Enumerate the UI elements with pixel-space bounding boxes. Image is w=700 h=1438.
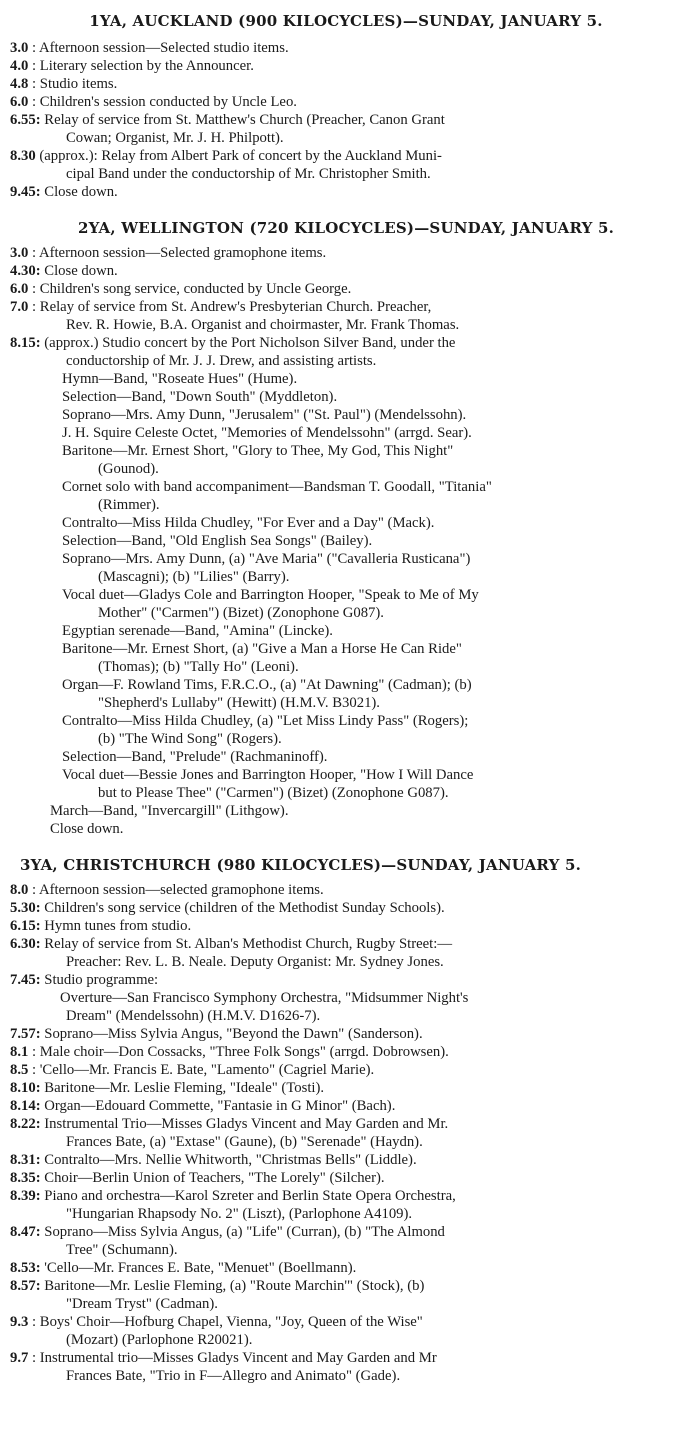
entry-time: 8.39: [10, 1188, 41, 1204]
programme-entry [10, 183, 682, 201]
entry-text: Hymn tunes from studio. [44, 918, 192, 934]
programme-item: Contralto—Miss Hilda Chudley, "For Ever and a Day" (Mack). [62, 515, 435, 531]
programme-entry [10, 39, 682, 57]
entry-time: 6.0 [10, 94, 29, 110]
programme-item: Hymn—Band, "Roseate Hues" (Hume). [62, 371, 298, 387]
entry-time: 9.3 [10, 1314, 29, 1330]
entry-text: 'Cello—Mr. Frances E. Bate, "Menuet" (Boellmann). [44, 1260, 357, 1276]
programme-item: Selection—Band, "Old English Sea Songs" (Bailey). [62, 533, 373, 549]
entry-time: 8.22: [10, 1116, 41, 1132]
entry-text: Soprano—Miss Sylvia Angus, (a) "Life" (Curran), (b) "The Almond [44, 1224, 445, 1240]
entry-continuation: "Dream Tryst" (Cadman). [66, 1296, 218, 1312]
entry-continuation: Frances Bate, (a) "Extase" (Gaune), (b) "Serenade" (Haydn). [66, 1134, 423, 1150]
entry-text: Contralto—Mrs. Nellie Whitworth, "Christmas Bells" (Liddle). [44, 1152, 417, 1168]
programme-entry [10, 881, 682, 899]
entry-time: 3.0 [10, 40, 29, 56]
entry-time: 4.0 [10, 58, 29, 74]
programme-entry [10, 1169, 682, 1187]
programme-entry [10, 334, 682, 352]
entry-text: : 'Cello—Mr. Francis E. Bate, "Lamento" (Cagriel Marie). [32, 1062, 375, 1078]
programme-entry [10, 1061, 682, 1079]
entry-time: 8.35: [10, 1170, 41, 1186]
programme-entry [10, 935, 682, 953]
entry-continuation: Dream" (Mendelssohn) (H.M.V. D1626-7). [66, 1008, 321, 1024]
programme-item: J. H. Squire Celeste Octet, "Memories of Mendelssohn" (arrgd. Sear). [62, 425, 472, 441]
programme-entry [10, 1277, 682, 1295]
programme-entry [10, 1349, 682, 1367]
programme-item-continuation: (Thomas); (b) "Tally Ho" (Leoni). [98, 659, 299, 675]
programme-item: Close down. [50, 821, 124, 837]
entry-text: : Children's song service, conducted by Uncle George. [32, 281, 352, 297]
entry-text: Close down. [44, 184, 118, 200]
section-3ya-christchurch [10, 854, 682, 1385]
programme-entry [10, 244, 682, 262]
programme-item: Contralto—Miss Hilda Chudley, (a) "Let Miss Lindy Pass" (Rogers); [62, 713, 469, 729]
programme-item: Egyptian serenade—Band, "Amina" (Lincke). [62, 623, 333, 639]
entry-time: 4.30: [10, 263, 41, 279]
radio-programme-page [10, 0, 682, 1385]
entry-continuation: "Hungarian Rhapsody No. 2" (Liszt), (Parlophone A4109). [66, 1206, 413, 1222]
entry-time: 4.8 [10, 76, 29, 92]
entry-text: : Children's session conducted by Uncle Leo. [32, 94, 297, 110]
programme-item: Selection—Band, "Prelude" (Rachmaninoff). [62, 749, 328, 765]
entry-text: : Literary selection by the Announcer. [32, 58, 254, 74]
programme-entry [10, 1025, 682, 1043]
section-1ya-auckland [10, 10, 682, 201]
entry-time: 6.0 [10, 281, 29, 297]
programme-item: Overture—San Francisco Symphony Orchestra, "Midsummer Night's [60, 990, 469, 1006]
entry-time: 8.30 [10, 148, 36, 164]
section-2ya-wellington [10, 217, 682, 838]
programme-item: Vocal duet—Gladys Cole and Barrington Hooper, "Speak to Me of My [62, 587, 479, 603]
entry-text: Relay of service from St. Alban's Methodist Church, Rugby Street:— [44, 936, 453, 952]
entry-time: 9.7 [10, 1350, 29, 1366]
programme-item-continuation: Mother" ("Carmen") (Bizet) (Zonophone G087). [98, 605, 384, 621]
entry-continuation: Tree" (Schumann). [66, 1242, 178, 1258]
section-heading: 2YA, WELLINGTON (720 KILOCYCLES)—SUNDAY, JANUARY 5. [77, 219, 615, 237]
programme-entry [10, 1151, 682, 1169]
entry-time: 8.0 [10, 882, 29, 898]
entry-text: : Male choir—Don Cossacks, "Three Folk Songs" (arrgd. Dobrowsen). [32, 1044, 449, 1060]
programme-entry [10, 280, 682, 298]
entry-text: : Boys' Choir—Hofburg Chapel, Vienna, "Joy, Queen of the Wise" [32, 1314, 423, 1330]
entry-time: 8.5 [10, 1062, 29, 1078]
entry-continuation: Cowan; Organist, Mr. J. H. Philpott). [66, 130, 284, 146]
entry-time: 8.31: [10, 1152, 41, 1168]
programme-entry [10, 298, 682, 316]
programme-entry [10, 1187, 682, 1205]
section-heading: 1YA, AUCKLAND (900 KILOCYCLES)—SUNDAY, JANUARY 5. [89, 12, 603, 30]
entry-text: : Relay of service from St. Andrew's Presbyterian Church. Preacher, [32, 299, 432, 315]
programme-item: Vocal duet—Bessie Jones and Barrington Hooper, "How I Will Dance [62, 767, 474, 783]
programme-item-continuation: (Mascagni); (b) "Lilies" (Barry). [98, 569, 290, 585]
programme-item: Soprano—Mrs. Amy Dunn, (a) "Ave Maria" ("Cavalleria Rusticana") [62, 551, 471, 567]
entry-text: Organ—Edouard Commette, "Fantasie in G Minor" (Bach). [44, 1098, 396, 1114]
entry-time: 5.30: [10, 900, 41, 916]
entry-time: 8.10: [10, 1080, 41, 1096]
entry-text: : Studio items. [32, 76, 118, 92]
entry-time: 6.15: [10, 918, 41, 934]
programme-entry [10, 147, 682, 165]
entry-continuation: cipal Band under the conductorship of Mr. Christopher Smith. [66, 166, 431, 182]
entry-time: 8.1 [10, 1044, 29, 1060]
programme-item: Cornet solo with band accompaniment—Bandsman T. Goodall, "Titania" [62, 479, 492, 495]
entry-time: 8.53: [10, 1260, 41, 1276]
entry-text: Choir—Berlin Union of Teachers, "The Lorely" (Silcher). [44, 1170, 385, 1186]
programme-item: March—Band, "Invercargill" (Lithgow). [50, 803, 289, 819]
entry-time: 6.30: [10, 936, 41, 952]
entry-time: 6.55: [10, 112, 41, 128]
programme-entry [10, 1313, 682, 1331]
programme-entry [10, 1043, 682, 1061]
programme-entry [10, 93, 682, 111]
entry-continuation: Rev. R. Howie, B.A. Organist and choirmaster, Mr. Frank Thomas. [66, 317, 460, 333]
entry-text: : Afternoon session—selected gramophone items. [32, 882, 324, 898]
programme-item: Soprano—Mrs. Amy Dunn, "Jerusalem" ("St. Paul") (Mendelssohn). [62, 407, 467, 423]
programme-entry [10, 111, 682, 129]
programme-entry [10, 57, 682, 75]
programme-entry [10, 75, 682, 93]
programme-item-continuation: (Gounod). [98, 461, 159, 477]
programme-item: Baritone—Mr. Ernest Short, "Glory to Thee, My God, This Night" [62, 443, 454, 459]
programme-item-continuation: (Rimmer). [98, 497, 160, 513]
programme-item: Selection—Band, "Down South" (Myddleton). [62, 389, 338, 405]
entry-time: 3.0 [10, 245, 29, 261]
programme-entry [10, 1097, 682, 1115]
entry-time: 9.45: [10, 184, 41, 200]
programme-item-list [10, 370, 682, 802]
entry-text: Baritone—Mr. Leslie Fleming, "Ideale" (Tosti). [44, 1080, 325, 1096]
programme-entry [10, 1115, 682, 1133]
programme-entry [10, 917, 682, 935]
entry-text: Piano and orchestra—Karol Szreter and Berlin State Opera Orchestra, [44, 1188, 456, 1204]
entry-continuation: conductorship of Mr. J. J. Drew, and assisting artists. [66, 353, 377, 369]
entry-text: Close down. [44, 263, 118, 279]
entry-continuation: (Mozart) (Parlophone R20021). [66, 1332, 253, 1348]
entry-continuation: Preacher: Rev. L. B. Neale. Deputy Organist: Mr. Sydney Jones. [66, 954, 444, 970]
entry-text: Baritone—Mr. Leslie Fleming, (a) "Route Marchin'" (Stock), (b) [44, 1278, 425, 1294]
entry-time: 8.47: [10, 1224, 41, 1240]
programme-item-continuation: but to Please Thee" ("Carmen") (Bizet) (Zonophone G087). [98, 785, 449, 801]
programme-entry [10, 1259, 682, 1277]
programme-item: Baritone—Mr. Ernest Short, (a) "Give a Man a Horse He Can Ride" [62, 641, 462, 657]
programme-entry [10, 1223, 682, 1241]
entry-text: Soprano—Miss Sylvia Angus, "Beyond the Dawn" (Sanderson). [44, 1026, 423, 1042]
programme-entry [10, 1079, 682, 1097]
entry-text: : Afternoon session—Selected studio items. [32, 40, 289, 56]
entry-text: (approx.) Studio concert by the Port Nicholson Silver Band, under the [44, 335, 456, 351]
entry-text: Children's song service (children of the Methodist Sunday Schools). [44, 900, 445, 916]
programme-entry [10, 262, 682, 280]
entry-text: : Afternoon session—Selected gramophone items. [32, 245, 327, 261]
entry-text: : Instrumental trio—Misses Gladys Vincent and May Garden and Mr [32, 1350, 437, 1366]
entry-time: 7.0 [10, 299, 29, 315]
section-heading: 3YA, CHRISTCHURCH (980 KILOCYCLES)—SUNDAY, JANUARY 5. [20, 856, 582, 874]
entry-text: Relay of service from St. Matthew's Church (Preacher, Canon Grant [44, 112, 445, 128]
programme-item-continuation: (b) "The Wind Song" (Rogers). [98, 731, 282, 747]
programme-item: Organ—F. Rowland Tims, F.R.C.O., (a) "At Dawning" (Cadman); (b) [62, 677, 472, 693]
entry-time: 8.15: [10, 335, 41, 351]
entry-text: Instrumental Trio—Misses Gladys Vincent and May Garden and Mr. [44, 1116, 449, 1132]
programme-item-continuation: "Shepherd's Lullaby" (Hewitt) (H.M.V. B3021). [98, 695, 380, 711]
entry-time: 7.57: [10, 1026, 41, 1042]
entry-time: 8.14: [10, 1098, 41, 1114]
entry-text: Studio programme: [44, 972, 159, 988]
programme-entry [10, 899, 682, 917]
entry-text: (approx.): Relay from Albert Park of concert by the Auckland Muni- [39, 148, 442, 164]
entry-continuation: Frances Bate, "Trio in F—Allegro and Animato" (Gade). [66, 1368, 401, 1384]
entry-time: 7.45: [10, 972, 41, 988]
entry-time: 8.57: [10, 1278, 41, 1294]
programme-entry [10, 971, 682, 989]
